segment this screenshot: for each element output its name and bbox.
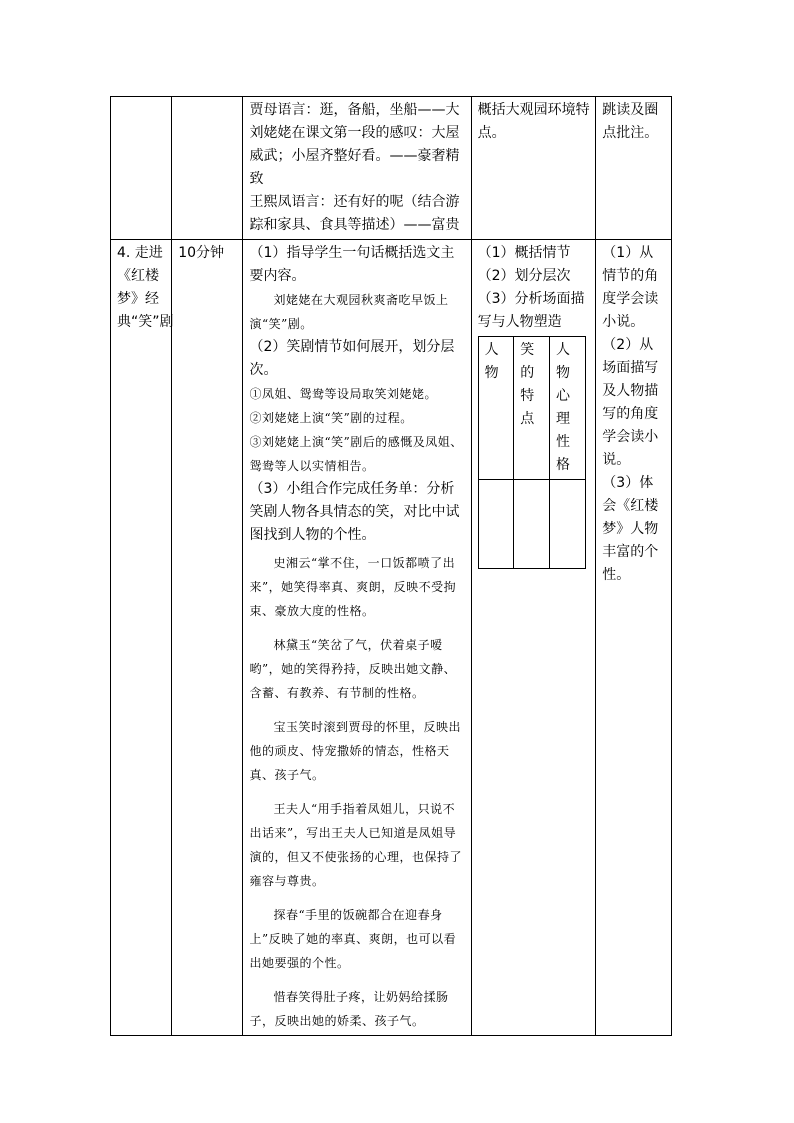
content-cell [243, 240, 471, 1036]
content-cell [243, 97, 471, 240]
time-text: 10分钟 [178, 245, 225, 261]
task-sheet-empty-row [478, 480, 585, 569]
task-sheet-cell [514, 480, 550, 569]
character-analysis: 宝玉笑时滚到贾母的怀里，反映出他的顽皮、恃宠撒娇的情态，性格天真、孩子气。 [249, 720, 461, 782]
character-analysis: 王夫人“用手指着凤姐儿，只说不出话来”，写出王夫人已知道是凤姐导演的，但又不使张扬的心理，也保持了雍容与尊贵。 [249, 802, 462, 888]
activity-item: （3）分析场面描写与人物塑造 [477, 291, 585, 330]
content-line: 王熙凤语言：还有好的呢（结合游踪和家具、食具等描述）——富贵 [249, 194, 460, 233]
intent-text: 跳读及圈点批注。 [602, 102, 659, 141]
question-3: （3）小组合作完成任务单：分析笑剧人物各具情态的笑，对比中试图找到人物的个性。 [249, 481, 460, 543]
question-2: （2）笑剧情节如何展开，划分层次。 [249, 339, 455, 378]
character-analysis: 探春“手里的饭碗都合在迎春身上”反映了她的率真、爽朗，也可以看出她要强的个性。 [249, 908, 457, 970]
intent-item: （2）从场面描写及人物描写的角度学会读小说。 [602, 337, 659, 468]
answer-2-item: ②刘姥姥上演“笑”剧的过程。 [249, 411, 413, 425]
activity-text: 概括大观园环境特点。 [477, 102, 590, 141]
intent-cell [596, 97, 672, 240]
answer-1: 刘姥姥在大观园秋爽斋吃早饭上演“笑”剧。 [249, 293, 449, 331]
answer-2-item: ③刘姥姥上演“笑”剧后的感慨及凤姐、鸳鸯等人以实情相告。 [249, 435, 463, 473]
step-cell [111, 240, 172, 1036]
activity-cell [471, 97, 596, 240]
task-sheet-header: 人物 [478, 337, 514, 480]
time-cell [172, 97, 243, 240]
activity-item: （2）划分层次 [477, 268, 571, 284]
character-analysis: 林黛玉“笑岔了气，伏着桌子嗳哟”，她的笑得矜持，反映出她文静、含蓄、有教养、有节制的性格。 [249, 638, 457, 700]
task-sheet-header-row [478, 337, 585, 480]
character-analysis: 惜春笑得肚子疼，让奶妈给揉肠子，反映出她的娇柔、孩子气。 [249, 990, 449, 1028]
character-analysis: 史湘云“掌不住，一口饭都喷了出来”，她笑得率真、爽朗，反映不受拘束、豪放大度的性格。 [249, 556, 457, 618]
step-cell [111, 97, 172, 240]
lesson-plan-table [110, 96, 672, 1036]
task-sheet-cell [478, 480, 514, 569]
task-sheet-table [478, 336, 586, 569]
question-1: （1）指导学生一句话概括选文主要内容。 [249, 245, 455, 284]
step-title: 4. 走进《红楼梦》经典“笑”剧 [117, 245, 174, 330]
activity-cell [471, 240, 596, 1036]
time-cell [172, 240, 243, 1036]
table-row [111, 240, 672, 1036]
activity-item: （1）概括情节 [477, 245, 571, 261]
content-line: 刘姥姥在课文第一段的感叹：大屋威武；小屋齐整好看。——豪奢精致 [249, 125, 460, 187]
content-line: 贾母语言：逛，备船，坐船——大 [249, 102, 460, 118]
task-sheet-cell [549, 480, 585, 569]
intent-cell [596, 240, 672, 1036]
task-sheet-header: 人物心理性格 [549, 337, 585, 480]
intent-item: （1）从情节的角度学会读小说。 [602, 245, 659, 330]
table-row [111, 97, 672, 240]
task-sheet-header: 笑的特点 [514, 337, 550, 480]
answer-2-item: ①凤姐、鸳鸯等设局取笑刘姥姥。 [249, 387, 437, 401]
intent-item: （3）体会《红楼梦》人物丰富的个性。 [602, 475, 659, 583]
